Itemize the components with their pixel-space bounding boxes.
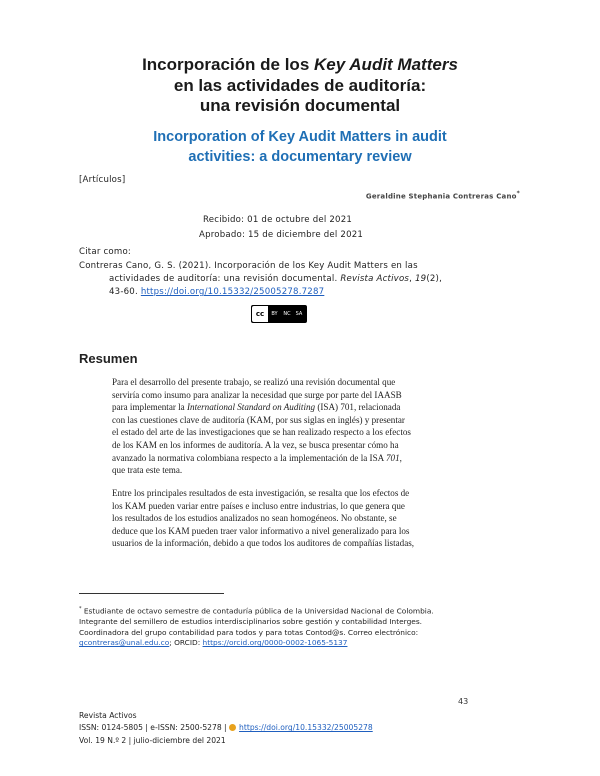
- abstract-line: los resultados de los estudios analizados no sean homogéneos. No obstante, se: [112, 513, 397, 524]
- abstract-line: Para el desarrollo del presente trabajo, se realizó una revisión documental que: [112, 377, 396, 387]
- page-number: 43: [458, 697, 469, 706]
- footer-volume: Vol. 19 N.º 2 | julio-diciembre del 2021: [79, 735, 226, 745]
- orcid-link[interactable]: https://orcid.org/0000-0002-1065-5137: [202, 638, 348, 648]
- abstract-line: avanzado la normativa colombiana respecto a la implementación de la ISA 701,: [112, 452, 402, 463]
- cc-icon: cc: [252, 306, 268, 322]
- approved-date: Aprobado: 15 de diciembre del 2021: [199, 230, 364, 240]
- title-english: [0, 127, 600, 167]
- cc-nc-icon: NC: [283, 311, 291, 317]
- author-footnote-mark: *: [516, 190, 520, 197]
- abstract-paragraph-1: [112, 376, 512, 477]
- footnote-line3: Coordinadora del grupo contabilidad para todos y para totas Contod@s. Correo electrónico:: [79, 627, 419, 637]
- abstract-line: serviría como insumo para analizar la necesidad que surge por parte del IAASB: [112, 389, 402, 400]
- citation-line2: actividades de auditoría: una revisión documental. Revista Activos, 19(2),: [109, 274, 443, 284]
- footer: [79, 710, 373, 747]
- title-es-line2: en las actividades de auditoría:: [173, 75, 427, 95]
- footnote-line1: * Estudiante de octavo semestre de contaduría pública de la Universidad Nacional de Colombia.: [79, 606, 434, 616]
- cc-sa-icon: SA: [295, 311, 303, 317]
- received-date: Recibido: 01 de octubre del 2021: [203, 215, 353, 225]
- abstract-line: con las cuestiones clave de auditoría (KAM, por sus siglas en inglés) y presentar: [112, 414, 405, 425]
- title-en-line2: activities: a documentary review: [188, 149, 412, 165]
- footnote-divider: [79, 593, 224, 594]
- cc-by-icon: BY: [271, 311, 278, 317]
- abstract-line: para implementar la International Standard on Auditing (ISA) 701, relacionada: [112, 402, 401, 413]
- title-en-line1: Incorporation of Key Audit Matters in audit: [153, 129, 447, 145]
- author: [366, 190, 520, 200]
- footer-doi-link[interactable]: https://doi.org/10.15332/25005278: [239, 723, 373, 733]
- title-es-line3: una revisión documental: [199, 96, 401, 115]
- abstract-heading: Resumen: [79, 351, 138, 366]
- footnote: [79, 604, 529, 649]
- citation-doi-link[interactable]: https://doi.org/10.15332/25005278.7287: [140, 287, 325, 297]
- abstract-paragraph-2: [112, 487, 512, 550]
- abstract-line: usuarios de la información, debido a que todos los auditores de compañías listadas,: [112, 538, 415, 549]
- footer-issn-line: ISSN: 0124-5805 | e-ISSN: 2500-5278 | https://doi.org/10.15332/25005278: [79, 723, 373, 733]
- abstract-line: deduce que los KAM pueden traer valor informativo a nivel generalizado para los: [112, 525, 410, 536]
- abstract-line: que trata este tema.: [112, 465, 183, 476]
- abstract-line: Entre los principales resultados de esta investigación, se resalta que los efectos de: [112, 488, 410, 498]
- section-tag: [Artículos]: [79, 175, 126, 185]
- citation-line1: Contreras Cano, G. S. (2021). Incorporación de los Key Audit Matters en las: [79, 261, 418, 271]
- abstract-line: los KAM pueden variar entre países e incluso entre industrias, lo que genera que: [112, 500, 405, 511]
- footer-journal: Revista Activos: [79, 711, 137, 720]
- footnote-line2: Integrante del semillero de estudios interdisciplinarios sobre gestión y contabilidad Interges.: [79, 617, 423, 627]
- cc-license-badge[interactable]: [251, 305, 307, 323]
- cite-label: Citar como:: [79, 247, 131, 257]
- title-spanish: [0, 55, 600, 117]
- abstract-line: el estado del arte de las investigaciones que se han realizado respecto a los efectos: [112, 427, 411, 438]
- citation-line3: 43-60. https://doi.org/10.15332/25005278.7287: [109, 287, 325, 297]
- citation: [79, 260, 519, 299]
- abstract-line: de los KAM en los informes de auditoría. A la vez, se busca presentar cómo ha: [112, 439, 399, 450]
- email-link[interactable]: gcontreras@unal.edu.co: [79, 638, 170, 648]
- title-es-line1: Incorporación de los Key Audit Matters: [142, 55, 458, 74]
- footnote-line4: gcontreras@unal.edu.co; ORCID: https://orcid.org/0000-0002-1065-5137: [79, 638, 348, 648]
- doi-icon: [229, 724, 236, 731]
- author-name: Geraldine Stephania Contreras Cano: [365, 192, 517, 201]
